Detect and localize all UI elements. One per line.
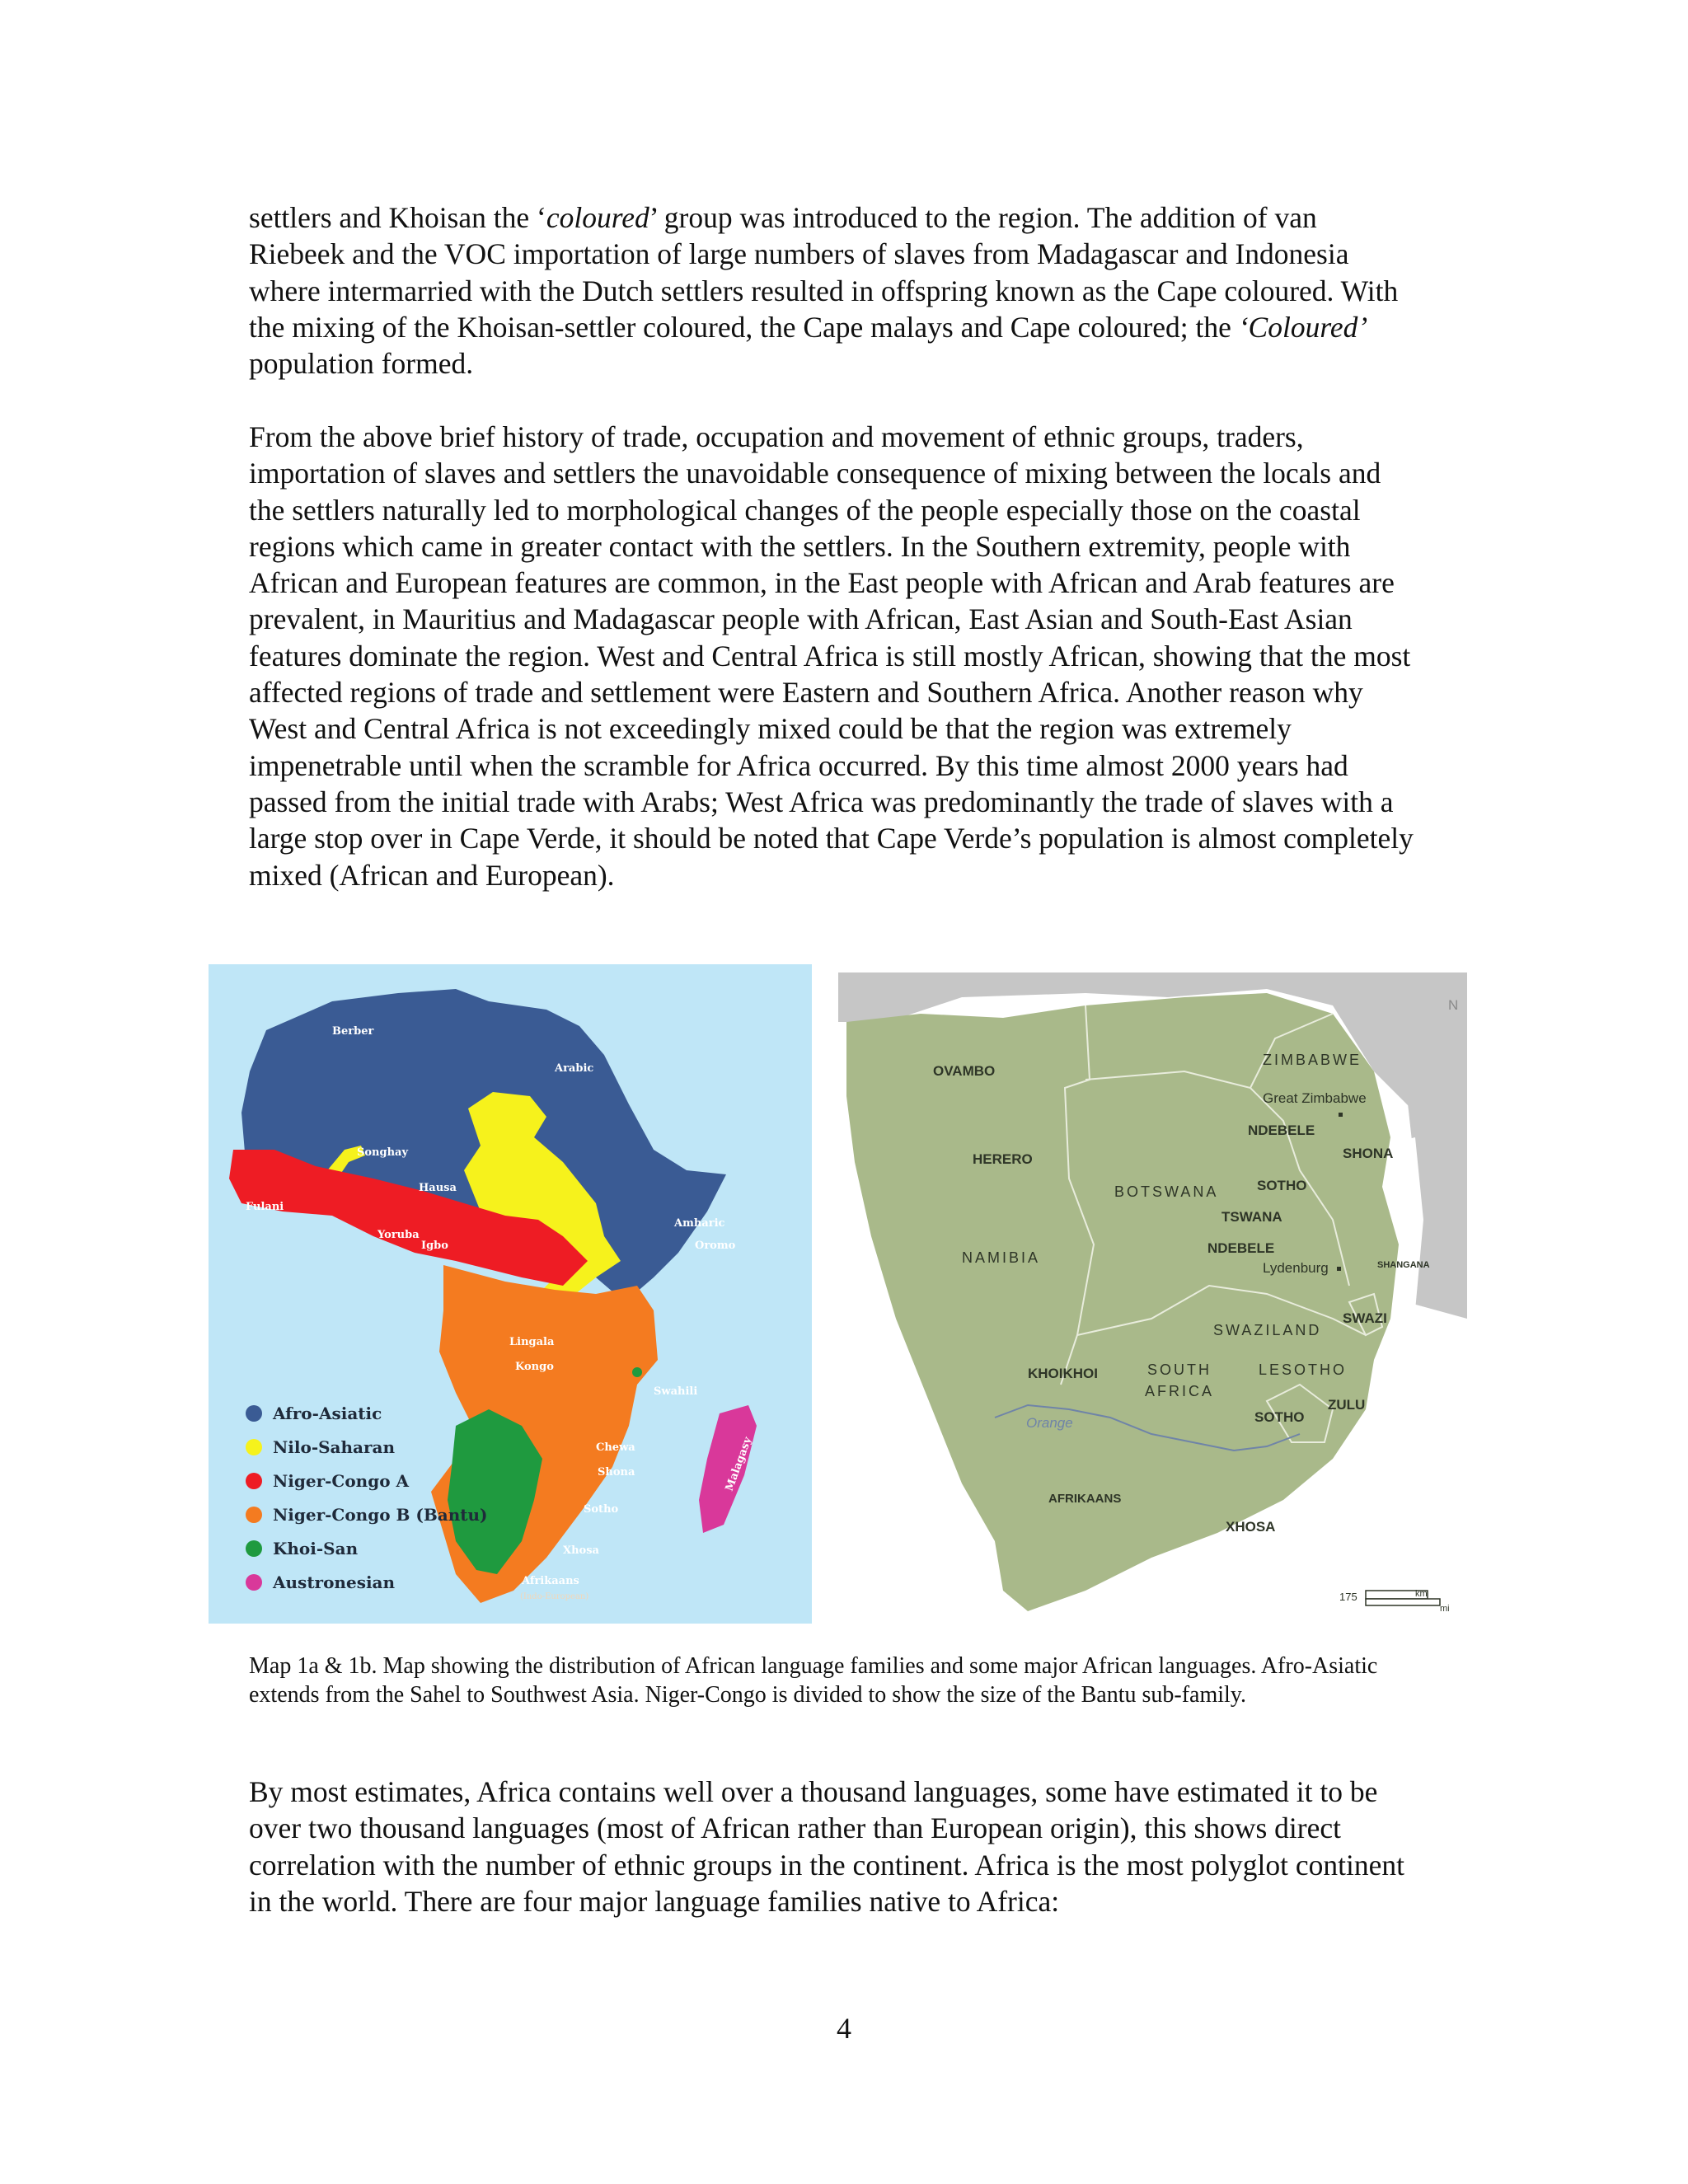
scale-value: 175 [1339, 1591, 1357, 1603]
label-sotho: Sotho [584, 1503, 619, 1516]
label-zimbabwe: ZIMBABWE [1263, 1052, 1362, 1068]
legend-swatch-khoi-san [246, 1540, 262, 1557]
label-lydenburg: Lydenburg [1263, 1260, 1329, 1276]
legend-label-nilo-saharan: Nilo-Saharan [273, 1437, 396, 1457]
label-amharic: Amharic [674, 1217, 725, 1230]
paragraph-coloured-population [249, 199, 1419, 382]
label-namibia: NAMIBIA [962, 1249, 1041, 1266]
legend-swatch-austronesian [246, 1574, 262, 1591]
label-songhay: Songhay [357, 1146, 409, 1159]
legend-swatch-niger-congo-a [246, 1473, 262, 1489]
marker-great-zimbabwe [1339, 1113, 1343, 1117]
scale-km: km [1415, 1589, 1428, 1599]
label-hausa: Hausa [419, 1182, 457, 1194]
legend-swatch-niger-congo-b [246, 1507, 262, 1523]
label-shona: SHONA [1343, 1146, 1394, 1161]
scale-mi: mi [1440, 1604, 1450, 1614]
label-lingala: Lingala [509, 1336, 555, 1348]
label-malagasy: Malagasy [723, 1435, 755, 1493]
label-ovambo: OVAMBO [933, 1063, 996, 1079]
legend-label-khoi-san: Khoi-San [273, 1539, 359, 1558]
legend-label-austronesian: Austronesian [273, 1572, 396, 1592]
map-caption: Map 1a & 1b. Map showing the distribution of African language families and some major African languages. Afro-Asiatic extends from the Sahel to Southwest Asia. Niger-Congo is divided to show the size of the Bantu sub-family. [249, 1653, 1378, 1708]
text-span: population formed. [249, 347, 474, 381]
legend-label-niger-congo-a: Niger-Congo A [273, 1471, 410, 1491]
label-africa: AFRICA [1145, 1383, 1215, 1399]
label-sotho-south: SOTHO [1254, 1409, 1305, 1425]
emphasis-coloured: coloured [546, 201, 649, 234]
label-chewa: Chewa [596, 1441, 635, 1454]
label-afrikaans-sub: (Indo-European) [520, 1592, 589, 1601]
region-khoi-san-hadza [632, 1367, 642, 1377]
legend-swatch-nilo-saharan [246, 1439, 262, 1455]
paragraph-languages: By most estimates, Africa contains well over a thousand languages, some have estimated it to be over two thousand languages (most of African rather than European origin), this shows direct correlation with the number of ethnic groups in the continent. Africa is the most polyglot continent in the world. There are four major language families native to Africa: [249, 1775, 1404, 1918]
label-shangana: SHANGANA [1377, 1260, 1430, 1270]
africa-language-families-map [209, 964, 812, 1624]
label-orange-river: Orange [1026, 1415, 1073, 1431]
label-zulu: ZULU [1328, 1397, 1366, 1413]
label-arabic: Arabic [555, 1062, 594, 1075]
label-swaziland: SWAZILAND [1213, 1322, 1322, 1338]
southern-africa-languages-map [838, 972, 1467, 1624]
label-xhosa: XHOSA [1226, 1519, 1276, 1535]
label-khoikhoi: KHOIKHOI [1028, 1366, 1098, 1381]
label-great-zimbabwe: Great Zimbabwe [1263, 1090, 1367, 1106]
label-sotho-north: SOTHO [1257, 1178, 1307, 1193]
label-herero: HERERO [973, 1151, 1033, 1167]
label-swazi: SWAZI [1343, 1310, 1387, 1326]
emphasis-coloured-capital: ‘Coloured’ [1238, 310, 1368, 344]
label-ndebele-south: NDEBELE [1207, 1240, 1275, 1256]
label-igbo: Igbo [421, 1240, 448, 1252]
legend-label-niger-congo-b: Niger-Congo B (Bantu) [273, 1505, 488, 1525]
label-south: SOUTH [1147, 1361, 1212, 1378]
label-afrikaans: Afrikaans [522, 1575, 579, 1587]
text-span: ’ group was introduced to the region. The addition of van Riebeek and the VOC importation of large numbers of slaves from Madagascar and Indonesia where intermarried with the Dutch settlers resulted in offspring known as the Cape coloured. With the mixing of the Khoisan-settler coloured, the Cape malays and Cape coloured; the [249, 201, 1399, 344]
text-span: settlers and Khoisan the ‘ [249, 201, 546, 234]
page-number: 4 [837, 2012, 851, 2045]
label-fulani: Fulani [246, 1201, 284, 1213]
label-botswana: BOTSWANA [1114, 1183, 1219, 1200]
label-xhosa: Xhosa [563, 1544, 599, 1557]
legend-swatch-afro-asiatic [246, 1405, 262, 1422]
label-oromo: Oromo [695, 1240, 736, 1252]
label-tswana: TSWANA [1221, 1209, 1282, 1225]
label-afrikaans: AFRIKAANS [1048, 1492, 1122, 1506]
label-kongo: Kongo [515, 1361, 554, 1373]
legend-label-afro-asiatic: Afro-Asiatic [273, 1404, 382, 1423]
label-ndebele-north: NDEBELE [1248, 1122, 1315, 1138]
label-swahili: Swahili [654, 1385, 698, 1398]
paragraph-mixing-history: From the above brief history of trade, occupation and movement of ethnic groups, traders, importation of slaves and settlers the unavoidable consequence of mixing between the locals and the settlers naturally led to morphological changes of the people especially those on the coastal regions which came in greater contact with the settlers. In the Southern extremity, people with African and European features are common, in the East people with African and Arab features are prevalent, in Mauritius and Madagascar people with African, East Asian and South-East Asian features dominate the region. West and Central Africa is still mostly African, showing that the most affected regions of trade and settlement were Eastern and Southern Africa. Another reason why West and Central Africa is not exceedingly mixed could be that the region was extremely impenetrable until when the scramble for Africa occurred. By this time almost 2000 years had passed from the initial trade with Arabs; West Africa was predominantly the trade of slaves with a large stop over in Cape Verde, it should be noted that Cape Verde’s population is almost completely mixed (African and European). [249, 420, 1414, 892]
label-shona: Shona [598, 1466, 635, 1479]
label-berber: Berber [332, 1025, 374, 1038]
label-lesotho: LESOTHO [1259, 1361, 1348, 1378]
marker-lydenburg [1337, 1267, 1341, 1271]
label-north: N [1448, 997, 1459, 1013]
label-yoruba: Yoruba [377, 1229, 420, 1241]
